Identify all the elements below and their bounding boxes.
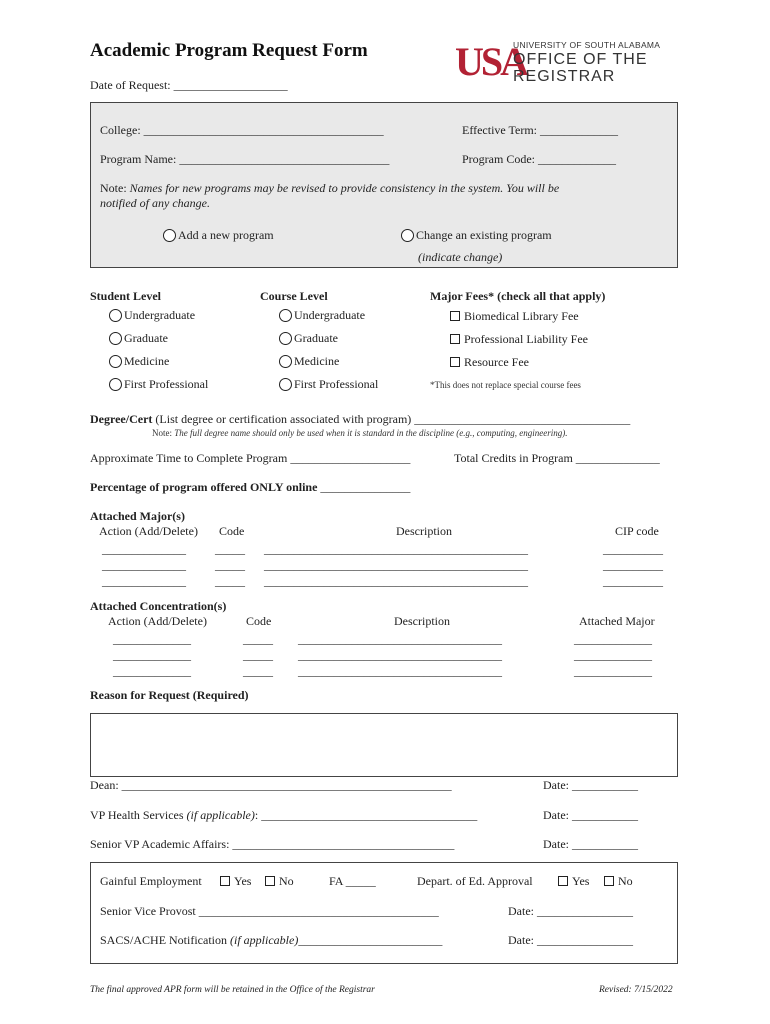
fee-resource[interactable] [450, 355, 529, 370]
add-new-program-label: Add a new program [178, 228, 274, 242]
majors-col-cip: CIP code [615, 524, 659, 538]
degree-note-prefix: Note: [152, 428, 175, 438]
course-level-heading: Course Level [260, 289, 328, 303]
major-code-blank[interactable]: _____ [215, 574, 245, 588]
fee-label: Resource Fee [464, 355, 529, 369]
majors-col-action: Action (Add/Delete) [99, 524, 198, 538]
footer-revised-date: Revised: 7/15/2022 [599, 985, 673, 995]
radio-circle-icon[interactable] [279, 332, 292, 345]
radio-circle-icon[interactable] [109, 309, 122, 322]
fa-field[interactable]: FA _____ [329, 874, 376, 888]
option-label: Graduate [294, 331, 338, 345]
vp-health-signature-field[interactable] [90, 808, 477, 823]
dept-ed-yes-option[interactable] [558, 874, 589, 889]
vp-health-date-field[interactable]: Date: ___________ [543, 808, 638, 822]
major-description-blank[interactable]: ____________________________________________ [264, 574, 528, 588]
date-of-request-field[interactable]: Date of Request: ___________________ [90, 78, 288, 92]
major-action-blank[interactable]: ______________ [102, 574, 186, 588]
student-level-first-professional[interactable] [109, 377, 208, 392]
college-field[interactable]: College: ________________________________________ [100, 123, 384, 137]
option-label: Medicine [124, 354, 170, 368]
option-label: Undergraduate [124, 308, 196, 322]
radio-circle-icon[interactable] [109, 332, 122, 345]
major-description-blank[interactable]: ____________________________________________ [264, 558, 528, 572]
gainful-no-option[interactable] [265, 874, 294, 889]
total-credits-field[interactable]: Total Credits in Program ______________ [454, 451, 660, 465]
sacs-applicable: (if applicable) [230, 933, 299, 947]
yes-label: Yes [572, 874, 590, 888]
majors-col-code: Code [219, 524, 245, 538]
conc-major-blank[interactable]: _____________ [574, 648, 652, 662]
course-level-undergraduate[interactable] [279, 308, 365, 323]
student-level-medicine[interactable] [109, 354, 169, 369]
major-cip-blank[interactable]: __________ [603, 574, 663, 588]
major-description-blank[interactable]: ____________________________________________ [264, 542, 528, 556]
reason-heading: Reason for Request (Required) [90, 688, 249, 702]
program-name-field[interactable]: Program Name: ___________________________________ [100, 152, 390, 166]
radio-circle-icon[interactable] [279, 355, 292, 368]
yes-label: Yes [234, 874, 252, 888]
course-level-medicine[interactable] [279, 354, 339, 369]
note-text: Names for new programs may be revised to provide consistency in the system. You will be [129, 181, 560, 195]
no-label: No [618, 874, 633, 888]
usa-logo-mark: USA [455, 39, 527, 84]
note-text-2: notified of any change. [100, 196, 210, 210]
provost-date-field[interactable]: Date: ________________ [508, 904, 633, 918]
svp-academic-signature-field[interactable]: Senior VP Academic Affairs: _____________________________________ [90, 837, 455, 851]
radio-circle-icon[interactable] [109, 378, 122, 391]
dean-signature-field[interactable]: Dean: _______________________________________________________ [90, 778, 452, 792]
student-level-graduate[interactable] [109, 331, 168, 346]
registrar-logo [455, 40, 685, 88]
logo-university-line: UNIVERSITY OF SOUTH ALABAMA [513, 40, 661, 50]
dept-ed-approval-label: Depart. of Ed. Approval [417, 874, 533, 888]
fee-label: Biomedical Library Fee [464, 309, 579, 323]
fees-footnote: *This does not replace special course fees [430, 380, 581, 390]
radio-circle-icon[interactable] [401, 229, 414, 242]
checkbox-icon[interactable] [450, 357, 460, 367]
dean-date-field[interactable]: Date: ___________ [543, 778, 638, 792]
logo-office-line: OFFICE OF THE [513, 51, 648, 68]
degree-label: Degree/Cert [90, 412, 153, 426]
sacs-date-field[interactable]: Date: ________________ [508, 933, 633, 947]
reason-textarea[interactable] [90, 713, 678, 777]
major-code-blank[interactable]: _____ [215, 558, 245, 572]
vp-applicable: (if applicable) [186, 808, 255, 822]
conc-col-action: Action (Add/Delete) [108, 614, 207, 628]
effective-term-field[interactable]: Effective Term: _____________ [462, 123, 619, 137]
radio-circle-icon[interactable] [279, 378, 292, 391]
option-label: Medicine [294, 354, 340, 368]
online-blank: _______________ [317, 480, 411, 494]
conc-code-blank[interactable]: _____ [243, 632, 273, 646]
student-level-undergraduate[interactable] [109, 308, 195, 323]
attached-concentrations-heading: Attached Concentration(s) [90, 599, 227, 613]
online-percentage-field[interactable] [90, 480, 410, 495]
major-action-blank[interactable]: ______________ [102, 542, 186, 556]
major-cip-blank[interactable]: __________ [603, 542, 663, 556]
program-code-field[interactable]: Program Code: _____________ [462, 152, 616, 166]
time-to-complete-field[interactable]: Approximate Time to Complete Program ____________________ [90, 451, 411, 465]
option-label: Graduate [124, 331, 168, 345]
checkbox-icon[interactable] [558, 876, 568, 886]
senior-vice-provost-field[interactable]: Senior Vice Provost ________________________________________ [100, 904, 439, 918]
conc-description-blank[interactable]: __________________________________ [298, 648, 502, 662]
major-action-blank[interactable]: ______________ [102, 558, 186, 572]
change-existing-program-option[interactable] [401, 228, 552, 243]
conc-major-blank[interactable]: _____________ [574, 664, 652, 678]
option-label: First Professional [124, 377, 209, 391]
major-fees-heading: Major Fees* (check all that apply) [430, 289, 606, 303]
radio-circle-icon[interactable] [109, 355, 122, 368]
conc-code-blank[interactable]: _____ [243, 648, 273, 662]
degree-note [152, 428, 568, 438]
conc-major-blank[interactable]: _____________ [574, 632, 652, 646]
checkbox-icon[interactable] [265, 876, 275, 886]
sacs-ache-notification-field[interactable] [100, 933, 442, 948]
conc-col-code: Code [246, 614, 272, 628]
footer-retention-note: The final approved APR form will be retained in the Office of the Registrar [90, 985, 375, 995]
sacs-blank: ________________________ [298, 933, 443, 947]
fee-professional-liability[interactable] [450, 332, 588, 347]
degree-instructions: (List degree or certification associated with program) ____________________________________ [152, 412, 631, 426]
indicate-change-label: (indicate change) [418, 250, 503, 264]
radio-circle-icon[interactable] [163, 229, 176, 242]
majors-col-description: Description [396, 524, 452, 538]
conc-description-blank[interactable]: __________________________________ [298, 632, 502, 646]
logo-registrar-line: REGISTRAR [513, 68, 616, 85]
checkbox-icon[interactable] [450, 334, 460, 344]
sacs-label: SACS/ACHE Notification [100, 933, 231, 947]
fee-label: Professional Liability Fee [464, 332, 588, 346]
vp-blank: : ____________________________________ [254, 808, 478, 822]
fee-biomedical-library[interactable] [450, 309, 579, 324]
checkbox-icon[interactable] [450, 311, 460, 321]
conc-description-blank[interactable]: __________________________________ [298, 664, 502, 678]
program-note [100, 181, 559, 196]
vp-label: VP Health Services [90, 808, 187, 822]
option-label: First Professional [294, 377, 379, 391]
add-new-program-option[interactable] [163, 228, 274, 243]
degree-cert-field[interactable] [90, 412, 630, 427]
svp-academic-date-field[interactable]: Date: ___________ [543, 837, 638, 851]
change-existing-program-label: Change an existing program [416, 228, 552, 242]
conc-action-blank[interactable]: _____________ [113, 664, 191, 678]
page-title: Academic Program Request Form [90, 40, 368, 61]
degree-note-text: The full degree name should only be used when it is standard in the discipline (e.g., computing, engineering). [174, 428, 568, 438]
online-label: Percentage of program offered ONLY online [90, 480, 318, 494]
gainful-yes-option[interactable] [220, 874, 251, 889]
dept-ed-no-option[interactable] [604, 874, 633, 889]
conc-action-blank[interactable]: _____________ [113, 648, 191, 662]
note-label: Note: [100, 181, 130, 195]
checkbox-icon[interactable] [220, 876, 230, 886]
conc-action-blank[interactable]: _____________ [113, 632, 191, 646]
no-label: No [279, 874, 294, 888]
attached-majors-heading: Attached Major(s) [90, 509, 185, 523]
major-cip-blank[interactable]: __________ [603, 558, 663, 572]
student-level-heading: Student Level [90, 289, 162, 303]
option-label: Undergraduate [294, 308, 366, 322]
checkbox-icon[interactable] [604, 876, 614, 886]
conc-code-blank[interactable]: _____ [243, 664, 273, 678]
major-code-blank[interactable]: _____ [215, 542, 245, 556]
gainful-employment-label: Gainful Employment [100, 874, 202, 888]
conc-col-attached-major: Attached Major [579, 614, 655, 628]
radio-circle-icon[interactable] [279, 309, 292, 322]
conc-col-description: Description [394, 614, 450, 628]
course-level-graduate[interactable] [279, 331, 338, 346]
course-level-first-professional[interactable] [279, 377, 378, 392]
